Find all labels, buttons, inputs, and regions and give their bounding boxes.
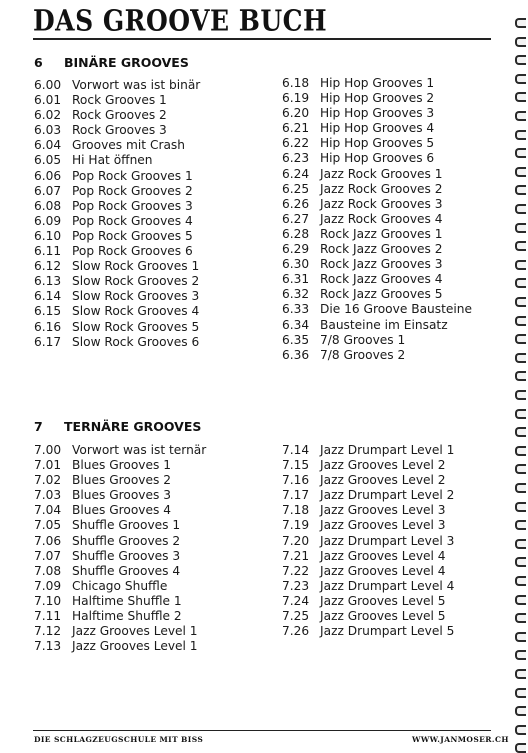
toc-entry	[34, 609, 206, 624]
toc-entry	[34, 244, 200, 259]
chapter-title: Blues Grooves 1	[72, 458, 171, 473]
spiral-binding	[512, 0, 528, 750]
chapter-title: Slow Rock Grooves 4	[72, 304, 200, 319]
chapter-number: 6.21	[282, 121, 310, 136]
chapter-number: 6.10	[34, 228, 62, 243]
chapter-number: 7.08	[34, 563, 62, 578]
toc-entry	[34, 320, 200, 335]
chapter-title: Bausteine im Einsatz	[320, 317, 448, 332]
chapter-title: Vorwort was ist ternär	[72, 443, 207, 457]
chapter-number: 7.20	[282, 533, 310, 548]
toc-entry	[282, 242, 472, 257]
binding-ring	[515, 353, 526, 363]
chapter-title: Hi Hat öffnen	[72, 153, 153, 168]
binding-ring	[515, 18, 526, 28]
toc-entry	[34, 534, 206, 549]
toc-entry	[282, 609, 454, 624]
chapter-title: Jazz Rock Grooves 1	[320, 166, 443, 181]
binding-ring	[515, 111, 526, 121]
binding-ring	[515, 595, 526, 605]
chapter-number: 6.35	[282, 332, 310, 347]
binding-ring	[515, 74, 526, 84]
chapter-title: Die 16 Groove Bausteine	[320, 302, 472, 317]
binding-ring	[515, 743, 526, 753]
chapter-title: Jazz Rock Grooves 2	[320, 181, 443, 196]
binding-ring	[515, 278, 526, 288]
chapter-title: Jazz Grooves Level 5	[320, 593, 446, 608]
chapter-title: Slow Rock Grooves 3	[72, 289, 200, 304]
chapter-number: 7.18	[282, 503, 310, 518]
chapter-title: Rock Jazz Grooves 2	[320, 242, 443, 257]
binding-ring	[515, 297, 526, 307]
chapter-title: Shuffle Grooves 2	[72, 533, 181, 548]
chapter-number: 6.31	[282, 272, 310, 287]
chapter-number: 6.13	[34, 274, 62, 289]
toc-entry	[34, 335, 200, 350]
binding-ring	[515, 37, 526, 47]
toc-entry	[282, 534, 454, 549]
chapter-title: Jazz Grooves Level 3	[320, 503, 446, 518]
binding-ring	[515, 483, 526, 493]
toc-entry	[282, 76, 472, 91]
chapter-title: Rock Jazz Grooves 4	[320, 272, 443, 287]
binding-ring	[515, 427, 526, 437]
chapter-title: Jazz Drumpart Level 1	[320, 443, 455, 457]
binding-ring	[515, 241, 526, 251]
footer-divider	[33, 730, 491, 731]
chapter-title: Blues Grooves 2	[72, 473, 171, 488]
chapter-number: 6.14	[34, 289, 62, 304]
section-heading-6	[34, 55, 189, 70]
chapter-title: Slow Rock Grooves 2	[72, 274, 200, 289]
toc-column-6-left	[34, 78, 200, 350]
chapter-title: Jazz Grooves Level 5	[320, 609, 446, 624]
chapter-number: 6.06	[34, 168, 62, 183]
chapter-number: 7.01	[34, 458, 62, 473]
binding-ring	[515, 130, 526, 140]
chapter-number: 6.07	[34, 183, 62, 198]
chapter-title: Chicago Shuffle	[72, 578, 168, 593]
chapter-title: Pop Rock Grooves 4	[72, 213, 193, 228]
chapter-title: Hip Hop Grooves 5	[320, 136, 435, 151]
toc-entry	[282, 564, 454, 579]
chapter-title: Blues Grooves 3	[72, 488, 171, 503]
toc-entry	[282, 91, 472, 106]
toc-entry	[34, 93, 200, 108]
chapter-number: 6.25	[282, 181, 310, 196]
toc-entry	[34, 78, 200, 93]
binding-ring	[515, 706, 526, 716]
toc-entry	[282, 182, 472, 197]
toc-entry	[282, 473, 454, 488]
toc-entry	[282, 579, 454, 594]
chapter-number: 7.07	[34, 548, 62, 563]
binding-ring	[515, 334, 526, 344]
chapter-title: Jazz Rock Grooves 4	[320, 211, 443, 226]
toc-entry	[282, 151, 472, 166]
chapter-number: 7.06	[34, 533, 62, 548]
section-title: BINÄRE GROOVES	[64, 55, 189, 70]
chapter-title: 7/8 Grooves 2	[320, 347, 406, 362]
toc-entry	[282, 121, 472, 136]
chapter-title: Hip Hop Grooves 2	[320, 91, 435, 106]
toc-entry	[282, 272, 472, 287]
chapter-title: Jazz Drumpart Level 2	[320, 488, 455, 503]
toc-entry	[34, 289, 200, 304]
binding-ring	[515, 632, 526, 642]
chapter-number: 7.24	[282, 593, 310, 608]
chapter-title: Blues Grooves 4	[72, 503, 171, 518]
toc-entry	[34, 169, 200, 184]
chapter-number: 7.14	[282, 443, 310, 457]
binding-ring	[515, 725, 526, 735]
chapter-number: 7.21	[282, 548, 310, 563]
binding-ring	[515, 520, 526, 530]
toc-entry	[282, 106, 472, 121]
toc-entry	[282, 136, 472, 151]
chapter-title: Jazz Drumpart Level 3	[320, 533, 455, 548]
chapter-number: 7.15	[282, 458, 310, 473]
chapter-title: Jazz Grooves Level 3	[320, 518, 446, 533]
toc-entry	[34, 564, 206, 579]
binding-ring	[515, 557, 526, 567]
toc-entry	[282, 348, 472, 363]
toc-entry	[34, 123, 200, 138]
chapter-title: Pop Rock Grooves 2	[72, 183, 193, 198]
chapter-number: 7.12	[34, 624, 62, 639]
toc-entry	[34, 518, 206, 533]
chapter-title: Vorwort was ist binär	[72, 78, 201, 92]
chapter-number: 7.10	[34, 593, 62, 608]
chapter-title: Jazz Rock Grooves 3	[320, 196, 443, 211]
binding-ring	[515, 446, 526, 456]
toc-entry	[282, 333, 472, 348]
toc-entry	[34, 184, 200, 199]
chapter-title: Rock Jazz Grooves 1	[320, 226, 443, 241]
chapter-title: Rock Grooves 3	[72, 123, 167, 138]
chapter-title: Hip Hop Grooves 1	[320, 76, 435, 90]
chapter-number: 6.00	[34, 78, 62, 92]
toc-entry	[34, 199, 200, 214]
chapter-title: Slow Rock Grooves 1	[72, 259, 200, 274]
binding-ring	[515, 390, 526, 400]
toc-entry	[282, 624, 454, 639]
chapter-number: 6.03	[34, 123, 62, 138]
toc-entry	[34, 304, 200, 319]
footer-tagline: DIE SCHLAGZEUGSCHULE MIT BISS	[34, 735, 204, 744]
chapter-title: Jazz Drumpart Level 4	[320, 578, 455, 593]
binding-ring	[515, 371, 526, 381]
chapter-title: Jazz Grooves Level 4	[320, 548, 446, 563]
chapter-title: Slow Rock Grooves 6	[72, 334, 200, 349]
toc-entry	[34, 153, 200, 168]
toc-entry	[34, 624, 206, 639]
toc-entry	[34, 443, 206, 458]
chapter-title: Shuffle Grooves 1	[72, 518, 181, 533]
section-title: TERNÄRE GROOVES	[64, 419, 202, 434]
binding-ring	[515, 502, 526, 512]
toc-entry	[282, 257, 472, 272]
chapter-title: Grooves mit Crash	[72, 138, 186, 153]
chapter-title: Slow Rock Grooves 5	[72, 319, 200, 334]
chapter-title: Hip Hop Grooves 6	[320, 151, 435, 166]
chapter-title: Rock Grooves 1	[72, 93, 167, 108]
chapter-number: 6.04	[34, 138, 62, 153]
chapter-number: 7.11	[34, 609, 62, 624]
binding-ring	[515, 55, 526, 65]
chapter-title: Halftime Shuffle 1	[72, 593, 182, 608]
toc-entry	[282, 302, 472, 317]
binding-ring	[515, 167, 526, 177]
chapter-number: 6.29	[282, 242, 310, 257]
toc-column-6-right	[282, 76, 472, 363]
chapter-number: 6.36	[282, 347, 310, 362]
toc-entry	[282, 318, 472, 333]
chapter-number: 6.20	[282, 106, 310, 121]
chapter-number: 7.04	[34, 503, 62, 518]
chapter-title: Shuffle Grooves 3	[72, 548, 181, 563]
toc-entry	[282, 488, 454, 503]
toc-entry	[34, 639, 206, 654]
chapter-number: 6.27	[282, 211, 310, 226]
toc-entry	[282, 227, 472, 242]
chapter-title: Pop Rock Grooves 5	[72, 228, 193, 243]
chapter-number: 6.08	[34, 198, 62, 213]
binding-ring	[515, 576, 526, 586]
chapter-number: 7.23	[282, 578, 310, 593]
chapter-number: 6.16	[34, 319, 62, 334]
chapter-number: 6.02	[34, 108, 62, 123]
page-title: DAS GROOVE BUCH	[33, 4, 328, 38]
toc-entry	[34, 108, 200, 123]
chapter-number: 6.34	[282, 317, 310, 332]
binding-ring	[515, 613, 526, 623]
chapter-title: Halftime Shuffle 2	[72, 609, 182, 624]
chapter-title: Pop Rock Grooves 6	[72, 244, 193, 259]
binding-ring	[515, 539, 526, 549]
chapter-title: Jazz Drumpart Level 5	[320, 624, 455, 639]
chapter-number: 7.26	[282, 624, 310, 639]
chapter-number: 7.25	[282, 609, 310, 624]
toc-entry	[282, 518, 454, 533]
toc-entry	[282, 594, 454, 609]
footer-website: WWW.JANMOSER.CH	[412, 735, 509, 744]
chapter-title: Hip Hop Grooves 3	[320, 106, 435, 121]
toc-entry	[34, 594, 206, 609]
toc-entry	[282, 458, 454, 473]
binding-ring	[515, 185, 526, 195]
toc-entry	[34, 259, 200, 274]
chapter-number: 6.15	[34, 304, 62, 319]
chapter-number: 6.11	[34, 244, 62, 259]
toc-entry	[34, 549, 206, 564]
binding-ring	[515, 316, 526, 326]
chapter-number: 6.28	[282, 226, 310, 241]
chapter-title: Shuffle Grooves 4	[72, 563, 181, 578]
toc-entry	[282, 167, 472, 182]
chapter-title: Jazz Grooves Level 1	[72, 624, 198, 639]
chapter-number: 7.17	[282, 488, 310, 503]
chapter-title: Jazz Grooves Level 1	[72, 639, 198, 654]
chapter-title: Pop Rock Grooves 1	[72, 168, 193, 183]
chapter-title: Pop Rock Grooves 3	[72, 198, 193, 213]
chapter-number: 6.24	[282, 166, 310, 181]
chapter-title: Rock Jazz Grooves 5	[320, 287, 443, 302]
toc-entry	[282, 549, 454, 564]
chapter-number: 7.03	[34, 488, 62, 503]
title-divider	[33, 38, 491, 40]
toc-entry	[282, 197, 472, 212]
toc-entry	[34, 214, 200, 229]
chapter-number: 6.01	[34, 93, 62, 108]
binding-ring	[515, 464, 526, 474]
toc-entry	[282, 503, 454, 518]
chapter-title: Hip Hop Grooves 4	[320, 121, 435, 136]
chapter-number: 6.17	[34, 334, 62, 349]
chapter-number: 7.05	[34, 518, 62, 533]
chapter-number: 6.32	[282, 287, 310, 302]
chapter-number: 6.22	[282, 136, 310, 151]
chapter-title: 7/8 Grooves 1	[320, 332, 406, 347]
toc-entry	[282, 443, 454, 458]
chapter-number: 6.18	[282, 76, 310, 90]
chapter-number: 7.09	[34, 578, 62, 593]
binding-ring	[515, 92, 526, 102]
chapter-number: 6.19	[282, 91, 310, 106]
toc-entry	[34, 458, 206, 473]
toc-entry	[34, 138, 200, 153]
chapter-number: 6.26	[282, 196, 310, 211]
chapter-number: 6.23	[282, 151, 310, 166]
chapter-title: Jazz Grooves Level 4	[320, 563, 446, 578]
chapter-title: Rock Grooves 2	[72, 108, 167, 123]
toc-entry	[34, 274, 200, 289]
toc-entry	[34, 488, 206, 503]
toc-entry	[34, 473, 206, 488]
binding-ring	[515, 260, 526, 270]
toc-column-7-left	[34, 443, 206, 654]
toc-entry	[282, 287, 472, 302]
section-heading-7	[34, 419, 201, 434]
toc-entry	[34, 503, 206, 518]
toc-entry	[34, 229, 200, 244]
binding-ring	[515, 688, 526, 698]
chapter-title: Rock Jazz Grooves 3	[320, 257, 443, 272]
section-number: 6	[34, 55, 43, 70]
toc-column-7-right	[282, 443, 454, 639]
binding-ring	[515, 204, 526, 214]
binding-ring	[515, 409, 526, 419]
binding-ring	[515, 148, 526, 158]
chapter-number: 6.33	[282, 302, 310, 317]
chapter-title: Jazz Grooves Level 2	[320, 473, 446, 488]
chapter-number: 7.19	[282, 518, 310, 533]
binding-ring	[515, 650, 526, 660]
chapter-number: 6.12	[34, 259, 62, 274]
chapter-number: 6.30	[282, 257, 310, 272]
chapter-number: 7.16	[282, 473, 310, 488]
chapter-number: 7.02	[34, 473, 62, 488]
binding-ring	[515, 223, 526, 233]
chapter-number: 7.13	[34, 639, 62, 654]
chapter-number: 6.09	[34, 213, 62, 228]
toc-entry	[282, 212, 472, 227]
chapter-number: 7.00	[34, 443, 62, 457]
toc-entry	[34, 579, 206, 594]
chapter-title: Jazz Grooves Level 2	[320, 458, 446, 473]
chapter-number: 6.05	[34, 153, 62, 168]
chapter-number: 7.22	[282, 563, 310, 578]
section-number: 7	[34, 419, 43, 434]
binding-ring	[515, 669, 526, 679]
